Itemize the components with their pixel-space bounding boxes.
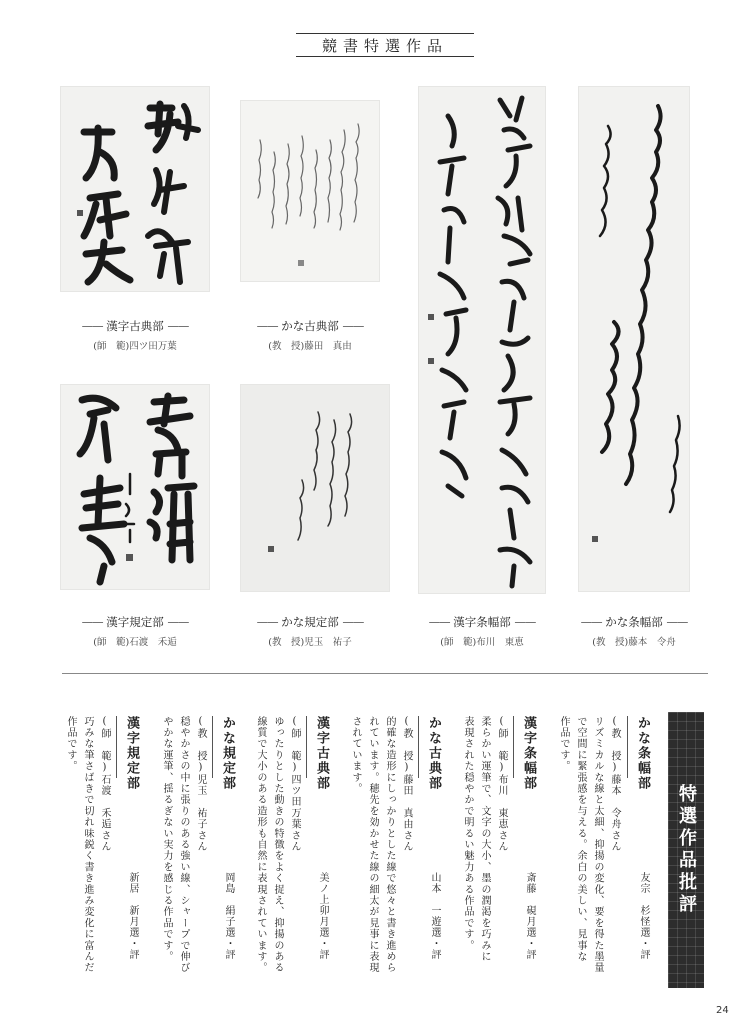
commentary-line: (師 範)布川 東恵さん: [496, 716, 507, 853]
work-category-label: —— かな条幅部 ——: [580, 615, 688, 629]
commentary-category: かな条幅部: [635, 716, 650, 791]
category-rule: [212, 716, 213, 778]
work-category-label: —— かな古典部 ——: [256, 319, 364, 333]
category-rule: [513, 716, 514, 778]
calligraphy-image: [418, 86, 546, 594]
work-category-label: —— 漢字条幅部 ——: [428, 615, 536, 629]
commentary-line: (師 範)四ツ田万葉さん: [289, 716, 300, 853]
commentary-category: 漢字条幅部: [521, 716, 536, 791]
commentary-selector: 新居 新月選・評: [127, 872, 138, 960]
work-author-label: (教 授)藤田 真由: [268, 341, 352, 352]
artwork-kanji-kitei: [60, 384, 210, 590]
commentary-line: されています。: [350, 716, 361, 795]
commentary-selector: 岡島 絹子選・評: [223, 872, 234, 960]
commentary-line: 柔らかい運筆で、文字の大小、墨の潤渇を巧みに: [479, 716, 490, 963]
commentary-line: 穏やかさの中に張りのある強い線、シャープで伸び: [178, 716, 189, 974]
commentary-selector: 斎藤 硯月選・評: [524, 872, 535, 960]
commentary-line: れています。穂先を効かせた線の細太が見事に表現: [367, 716, 378, 974]
commentary-category: 漢字規定部: [124, 716, 139, 791]
calligraphy-image: [240, 384, 390, 592]
artwork-kana-joufuku: [578, 86, 690, 592]
commentary-line: で空間に緊張感を与える。余白の美しい、見事な: [575, 716, 586, 963]
commentary-category: 漢字古典部: [314, 716, 329, 791]
page-title: 競書特選作品: [296, 33, 474, 57]
commentary-line: 表現された穏やかで明るい魅力ある作品です。: [462, 716, 473, 952]
work-author-label: (師 範)石渡 禾逅: [93, 637, 177, 648]
commentary-category: かな規定部: [220, 716, 235, 791]
commentary-line: (教 授)藤本 令舟さん: [609, 716, 620, 853]
section-divider: [62, 673, 708, 674]
work-author-label: (教 授)児玉 祐子: [268, 637, 352, 648]
commentary-selector: 山本 一遊選・評: [429, 872, 440, 960]
commentary-line: ゆったりとした動きの特徴をよく捉え、抑揚のある: [272, 716, 283, 974]
artwork-kanji-joufuku: [418, 86, 546, 594]
commentary-line: 巧みな筆さばきで切れ味鋭く書き進み変化に富んだ: [82, 716, 93, 974]
calligraphy-image: [240, 100, 380, 282]
commentary-line: やかな運筆、揺るぎない実力を感じる作品です。: [161, 716, 172, 963]
work-category-label: —— 漢字規定部 ——: [81, 615, 189, 629]
commentary-category: かな古典部: [426, 716, 441, 791]
category-rule: [116, 716, 117, 778]
artwork-kanji-koten: [60, 86, 210, 292]
work-category-label: —— 漢字古典部 ——: [81, 319, 189, 333]
commentary-title: 特選作品批評: [668, 712, 704, 988]
commentary-line: 作品です。: [65, 716, 76, 772]
calligraphy-image: [578, 86, 690, 592]
category-rule: [627, 716, 628, 778]
commentary-line: リズミカルな線と太細、抑揚の変化、要を得た墨量: [592, 716, 603, 974]
category-rule: [306, 716, 307, 778]
category-rule: [418, 716, 419, 778]
commentary-selector: 美ノ上卯月選・評: [317, 872, 328, 960]
work-author-label: (師 範)四ツ田万葉: [93, 341, 177, 352]
commentary-line: (教 授)藤田 真由さん: [401, 716, 412, 853]
work-author-label: (師 範)布川 東恵: [440, 637, 524, 648]
artwork-kana-koten: [240, 100, 380, 282]
page-number: 24: [716, 1005, 729, 1016]
calligraphy-image: [60, 86, 210, 292]
commentary-line: 的確な造形にしっかりとした線で悠々と書き進めら: [384, 716, 395, 974]
commentary-line: (教 授)児玉 祐子さん: [195, 716, 206, 853]
work-author-label: (教 授)藤本 令舟: [592, 637, 676, 648]
artwork-kana-kitei: [240, 384, 390, 592]
commentary-selector: 友宗 杉怪選・評: [638, 872, 649, 960]
calligraphy-image: [60, 384, 210, 590]
commentary-line: 作品です。: [558, 716, 569, 772]
commentary-line: 線質で大小のある造形も自然に表現されています。: [255, 716, 266, 974]
commentary-line: (師 範)石渡 禾逅さん: [99, 716, 110, 853]
work-category-label: —— かな規定部 ——: [256, 615, 364, 629]
